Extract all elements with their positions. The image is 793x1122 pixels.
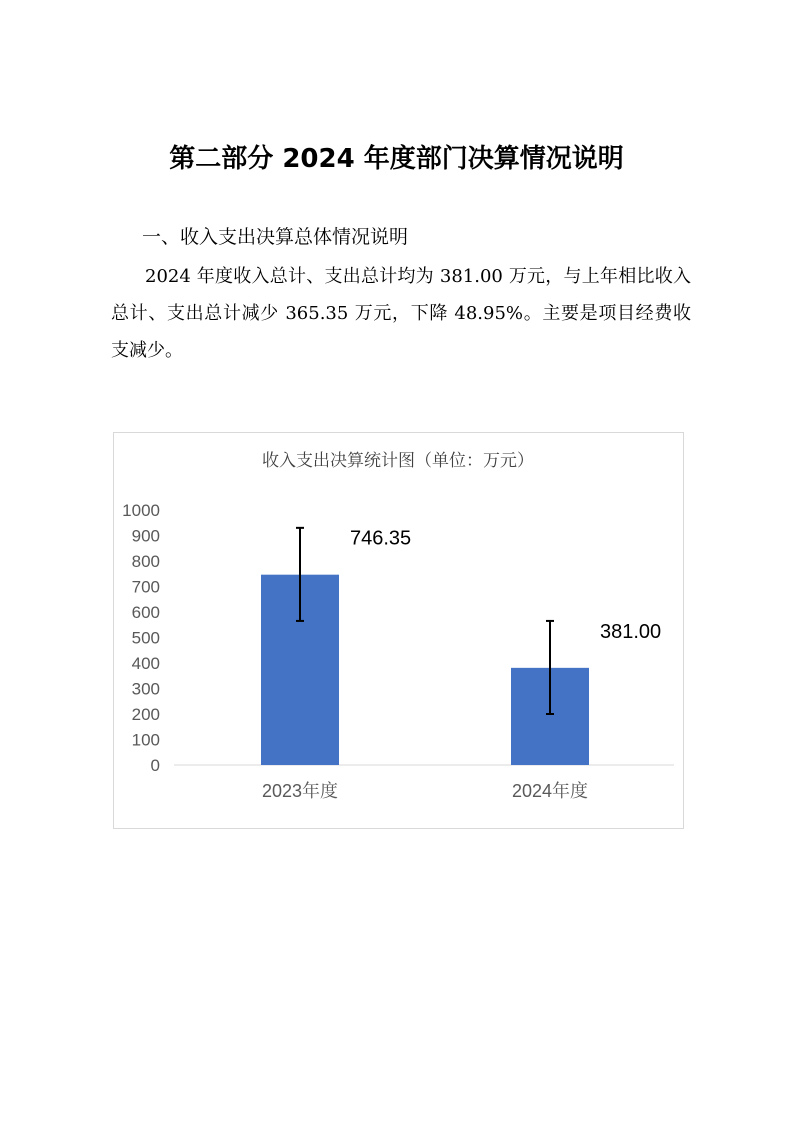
- y-tick-label: 400: [131, 654, 160, 673]
- y-tick-label: 700: [131, 577, 160, 597]
- y-tick-label: 500: [131, 628, 160, 648]
- category-label: 2024年度: [511, 781, 589, 801]
- y-tick-label: 600: [131, 603, 160, 622]
- category-label: 2023年度: [261, 781, 339, 801]
- chart-title: 收入支出决算统计图（单位：万元）: [262, 451, 534, 471]
- y-tick-label: 900: [131, 526, 160, 546]
- y-tick-label: 800: [131, 552, 160, 571]
- y-tick-label: 1000: [122, 501, 160, 520]
- data-label: 746.35: [350, 527, 412, 550]
- y-tick-label: 100: [131, 730, 160, 750]
- body-paragraph: 2024 年度收入总计、支出总计均为 381.00 万元，与上年相比收入总计、支出总计减少 365.35 万元，下降 48.95%。主要是项目经费收支减少。: [111, 266, 691, 361]
- section-heading: 一、收入支出决算总体情况说明: [142, 226, 409, 248]
- chart-frame: [113, 432, 684, 829]
- data-label: 381.00: [600, 620, 662, 643]
- y-tick-label: 0: [150, 756, 160, 775]
- y-tick-label: 200: [131, 705, 160, 724]
- page-title: 第二部分 2024 年度部门决算情况说明: [169, 144, 624, 174]
- y-tick-label: 300: [131, 679, 160, 699]
- bar-chart: [114, 433, 683, 828]
